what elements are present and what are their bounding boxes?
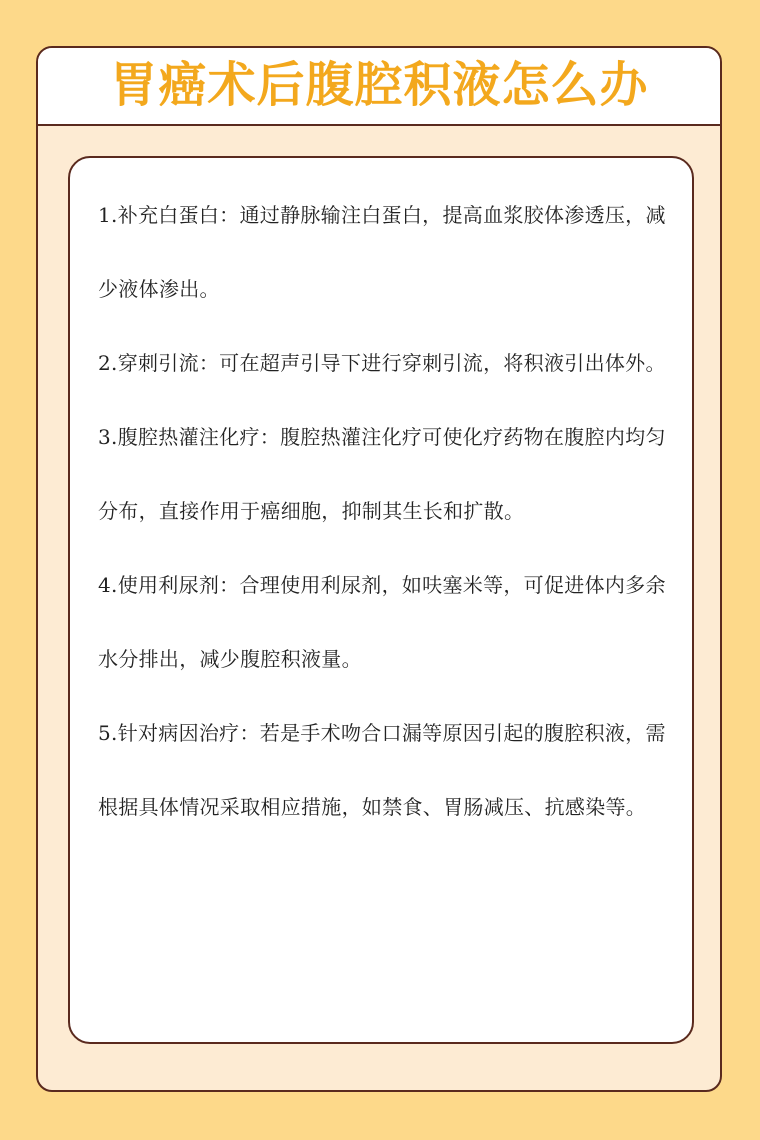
item-text: 穿刺引流：可在超声引导下进行穿刺引流，将积液引出体外。 bbox=[117, 351, 666, 375]
list-item-1 bbox=[98, 178, 668, 326]
item-number: 3. bbox=[98, 425, 118, 449]
article-card bbox=[36, 46, 722, 1092]
item-text: 腹腔热灌注化疗：腹腔热灌注化疗可使化疗药物在腹腔内均匀分布，直接作用于癌细胞，抑制其生长和扩散。 bbox=[98, 425, 666, 523]
item-number: 5. bbox=[98, 721, 118, 745]
item-text: 使用利尿剂：合理使用利尿剂，如呋塞米等，可促进体内多余水分排出，减少腹腔积液量。 bbox=[98, 573, 666, 671]
title-bar bbox=[38, 48, 720, 126]
page-title: 胃癌术后腹腔积液怎么办 bbox=[109, 57, 649, 113]
content-panel bbox=[68, 156, 694, 1044]
item-text: 补充白蛋白：通过静脉输注白蛋白，提高血浆胶体渗透压，减少液体渗出。 bbox=[98, 203, 666, 301]
item-number: 4. bbox=[98, 573, 118, 597]
item-number: 2. bbox=[98, 351, 118, 375]
list-item-2 bbox=[98, 326, 668, 400]
item-number: 1. bbox=[98, 203, 118, 227]
list-item-3 bbox=[98, 400, 668, 548]
list-item-5 bbox=[98, 696, 668, 844]
list-item-4 bbox=[98, 548, 668, 696]
item-text: 针对病因治疗：若是手术吻合口漏等原因引起的腹腔积液，需根据具体情况采取相应措施，如禁食、胃肠减压、抗感染等。 bbox=[98, 721, 666, 819]
